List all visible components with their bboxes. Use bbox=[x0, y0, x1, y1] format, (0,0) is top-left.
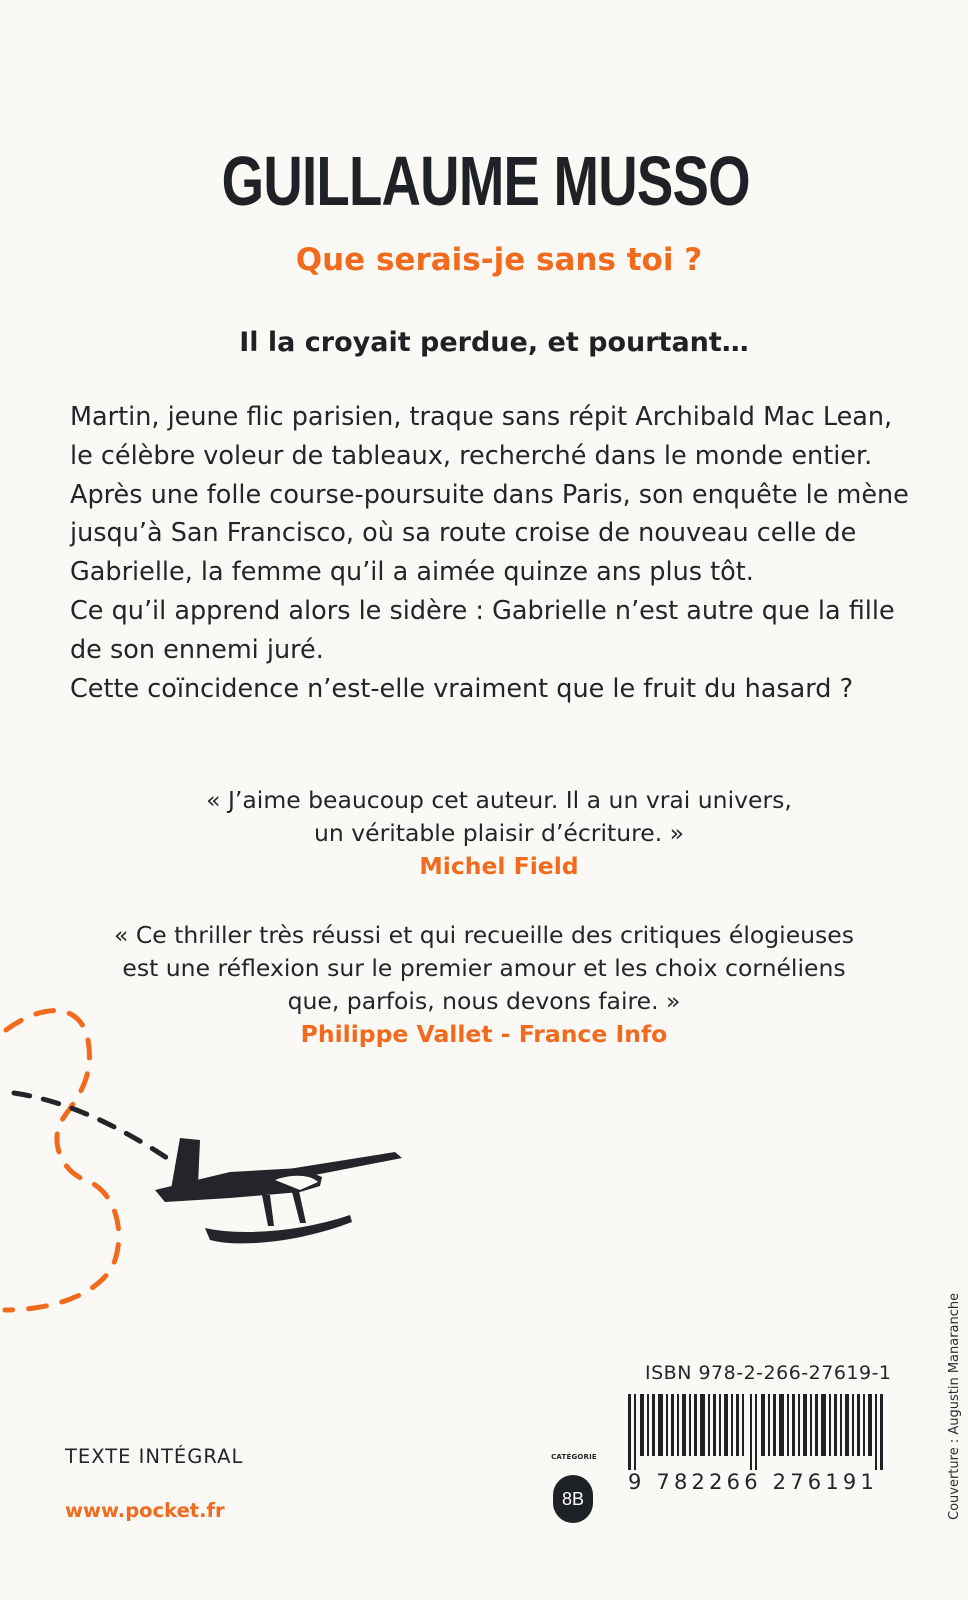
author-name: GUILLAUME MUSSO bbox=[221, 142, 750, 220]
seaplane-icon bbox=[155, 1138, 402, 1243]
review-quote bbox=[0, 784, 968, 883]
category-label: CATÉGORIE bbox=[551, 1453, 597, 1461]
quote-line: « J’aime beaucoup cet auteur. Il a un vrai univers, bbox=[206, 786, 792, 814]
synopsis-paragraph: Ce qu’il apprend alors le sidère : Gabrielle n’est autre que la fille de son ennemi juré. bbox=[70, 595, 895, 665]
isbn: ISBN 978-2-266-27619-1 bbox=[645, 1362, 892, 1384]
quote-source: Michel Field bbox=[419, 852, 579, 880]
plane-illustration bbox=[0, 990, 420, 1330]
cover-credit: Couverture : Augustin Manaranche bbox=[947, 1292, 962, 1520]
quote-line: que, parfois, nous devons faire. » bbox=[287, 987, 681, 1015]
quote-line: un véritable plaisir d’écriture. » bbox=[313, 819, 685, 847]
dashed-flight-path-icon bbox=[5, 1011, 119, 1310]
category-badge: 8B bbox=[553, 1475, 593, 1523]
publisher-website[interactable]: www.pocket.fr bbox=[65, 1499, 225, 1522]
barcode-icon bbox=[626, 1394, 888, 1470]
barcode-digits: 9 782266 276191 bbox=[628, 1470, 879, 1494]
synopsis-paragraph: Martin, jeune flic parisien, traque sans répit Archibald Mac Lean, le célèbre voleur de tableaux, recherché dans le monde entier. Après une folle course-poursuite dans Paris, son enquête le mène jusqu’à San Francisco, où sa route croise de nouveau celle de Gabrielle, la femme qu’il a aimée quinze ans plus tôt. bbox=[70, 402, 909, 588]
edition-label: TEXTE INTÉGRAL bbox=[65, 1445, 244, 1468]
synopsis-paragraph: Cette coïncidence n’est-elle vraiment que le fruit du hasard ? bbox=[70, 673, 854, 704]
tagline: Il la croyait perdue, et pourtant… bbox=[239, 327, 749, 358]
quote-source: Philippe Vallet - France Info bbox=[300, 1020, 668, 1048]
quote-line: est une réflexion sur le premier amour et les choix cornéliens bbox=[122, 954, 846, 982]
quote-line: « Ce thriller très réussi et qui recueille des critiques élogieuses bbox=[113, 921, 855, 949]
synopsis bbox=[70, 398, 920, 708]
book-title: Que serais-je sans toi ? bbox=[295, 242, 703, 278]
